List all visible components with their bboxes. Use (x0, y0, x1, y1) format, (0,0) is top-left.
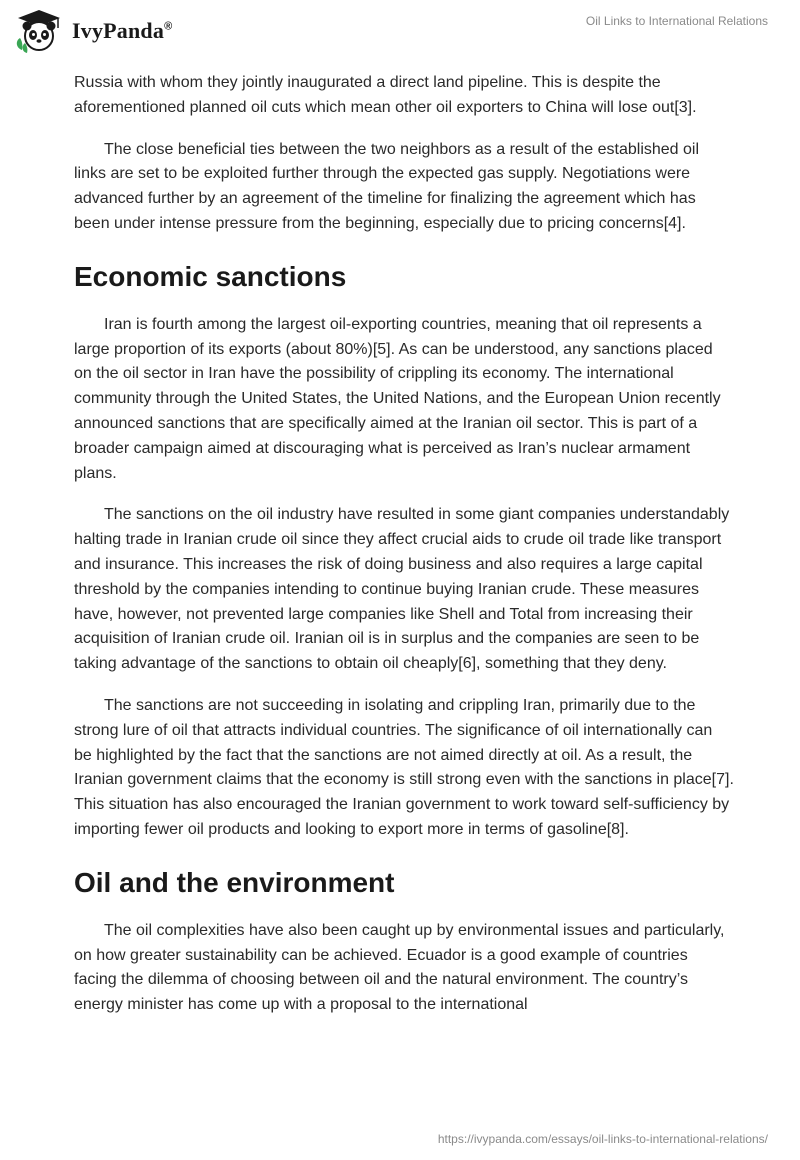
logo-wordmark: IvyPanda (72, 18, 165, 43)
registered-mark: ® (164, 20, 173, 33)
panda-logo-icon (14, 8, 64, 54)
section-heading-oil-environment: Oil and the environment (74, 866, 395, 898)
logo-text (72, 18, 172, 44)
paragraph: Russia with whom they jointly inaugurated a direct land pipeline. This is despite the aforementioned planned oil cuts which mean other oil exporters to China will lose out[3]. (74, 74, 697, 116)
page-header (0, 0, 800, 64)
essay-content (74, 71, 734, 1018)
paragraph: The sanctions on the oil industry have resulted in some giant companies understandably halting trade in Iranian crude oil since they affect crucial aids to crude oil trade like transport and insurance. This increases the risk of doing business and also requires a large capital threshold by the companies intending to continue buying Iranian crude. These measures have, however, not prevented large companies like Shell and Total from increasing their acquisition of Iranian crude oil. Iranian oil is in surplus and the companies are seen to be taking advantage of the sanctions to obtain oil cheaply[6], something that they deny. (74, 506, 730, 673)
paragraph: Iran is fourth among the largest oil-exporting countries, meaning that oil represents a large proportion of its exports (about 80%)[5]. As can be understood, any sanctions placed on the oil sector in Iran have the possibility of crippling its economy. The international community through the United States, the United Nations, and the European Union recently announced sanctions that are specifically aimed at the Iranian oil sector. This is part of a broader campaign aimed at discouraging what is perceived as Iran’s nuclear armament plans. (74, 315, 721, 482)
paragraph: The close beneficial ties between the two neighbors as a result of the established oil links are set to be exploited further through the expected gas supply. Negotiations were advanced further by an agreement of the timeline for finalizing the agreement which has been under intense pressure from the beginning, especially due to pricing concerns[4]. (74, 140, 700, 232)
section-heading-economic-sanctions: Economic sanctions (74, 260, 347, 292)
document-title: Oil Links to International Relations (585, 14, 768, 28)
ivypanda-logo[interactable] (14, 8, 172, 54)
footer-url-link[interactable]: https://ivypanda.com/essays/oil-links-to-international-relations/ (437, 1132, 768, 1146)
paragraph: The oil complexities have also been caught up by environmental issues and particularly, on how greater sustainability can be achieved. Ecuador is a good example of countries facing the dilemma of choosing between oil and the natural environment. The country’s energy minister has come up with a proposal to the international (74, 921, 725, 1014)
paragraph: The sanctions are not succeeding in isolating and crippling Iran, primarily due to the strong lure of oil that attracts individual countries. The significance of oil internationally can be highlighted by the fact that the sanctions are not aimed directly at oil. As a result, the Iranian government claims that the economy is still strong even with the sanctions in place[7]. This situation has also encouraged the Iranian government to work toward self-sufficiency by importing fewer oil products and looking to export more in terms of gasoline[8]. (74, 696, 734, 838)
